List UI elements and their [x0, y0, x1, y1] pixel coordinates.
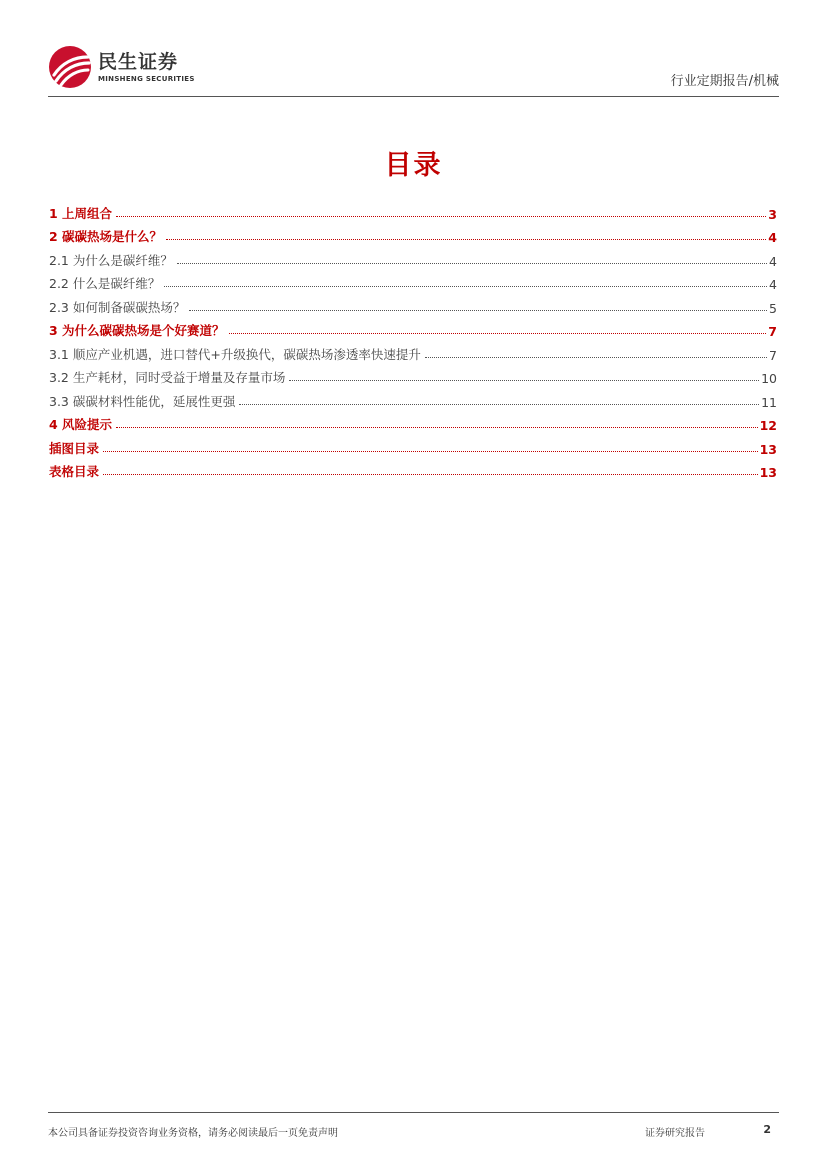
- logo-chinese-name: 民生证券: [98, 51, 179, 73]
- toc-leader-dots: [116, 215, 766, 217]
- toc-entry-page: 7: [768, 324, 777, 339]
- toc-entry-title: 2.1 为什么是碳纤维？: [49, 252, 173, 268]
- toc-entry-section[interactable]: [49, 433, 777, 457]
- toc-leader-dots: [103, 450, 758, 452]
- toc-entry-page: 13: [759, 441, 777, 457]
- toc-entry-title: 2.2 什么是碳纤维？: [49, 276, 161, 291]
- toc-entry-title: 3.2 生产耗材，同时受益于增量及存量市场: [49, 370, 286, 385]
- toc-leader-dots: [164, 285, 767, 287]
- toc-entry-title: 2 碳碳热场是什么？: [49, 229, 163, 244]
- company-logo: [48, 44, 195, 90]
- toc-leader-dots: [229, 332, 767, 334]
- logo-english-name: MINSHENG SECURITIES: [98, 75, 195, 83]
- footer-disclaimer: 本公司具备证券投资咨询业务资格，请务必阅读最后一页免责声明: [48, 1128, 338, 1139]
- toc-entry-page: 4: [769, 253, 777, 269]
- table-of-contents: [49, 198, 777, 480]
- toc-entry-page: 4: [768, 230, 777, 245]
- toc-leader-dots: [289, 379, 759, 381]
- toc-entry-page: 7: [769, 347, 777, 363]
- toc-entry-page: 5: [769, 300, 777, 316]
- toc-entry-title: 3.1 顺应产业机遇，进口替代+升级换代，碳碳热场渗透率快速提升: [49, 346, 421, 362]
- toc-entry-page: 13: [759, 465, 777, 480]
- toc-entry-title: 2.3 如何制备碳碳热场？: [49, 299, 186, 315]
- toc-entry-page: 3: [768, 206, 777, 222]
- toc-entry-page: 4: [769, 277, 777, 292]
- toc-entry-section[interactable]: [49, 222, 777, 246]
- page-number: 2: [763, 1123, 771, 1136]
- toc-entry-subsection[interactable]: [49, 292, 777, 316]
- toc-leader-dots: [425, 356, 767, 358]
- toc-entry-title: 插图目录: [49, 440, 100, 456]
- toc-leader-dots: [103, 473, 758, 475]
- toc-leader-dots: [239, 403, 759, 405]
- toc-entry-page: 12: [759, 418, 777, 433]
- toc-entry-subsection[interactable]: [49, 245, 777, 269]
- toc-entry-section[interactable]: [49, 316, 777, 340]
- toc-entry-title: 3 为什么碳碳热场是个好赛道？: [49, 323, 225, 338]
- footer-doc-type: 证券研究报告: [645, 1128, 705, 1139]
- toc-entry-title: 3.3 碳碳材料性能优，延展性更强: [49, 393, 236, 409]
- toc-leader-dots: [116, 426, 758, 428]
- footer-divider: [48, 1112, 779, 1113]
- toc-entry-subsection[interactable]: [49, 269, 777, 293]
- toc-entry-subsection[interactable]: [49, 339, 777, 363]
- toc-leader-dots: [189, 309, 767, 311]
- toc-entry-title: 4 风险提示: [49, 417, 113, 432]
- minsheng-logo-icon: [48, 45, 92, 89]
- toc-entry-subsection[interactable]: [49, 386, 777, 410]
- toc-entry-page: 11: [761, 394, 777, 410]
- toc-title: 目录: [384, 150, 443, 181]
- toc-entry-subsection[interactable]: [49, 363, 777, 387]
- toc-entry-page: 10: [761, 371, 777, 386]
- toc-entry-title: 1 上周组合: [49, 205, 113, 221]
- toc-entry-section[interactable]: [49, 410, 777, 434]
- toc-leader-dots: [166, 238, 766, 240]
- toc-entry-section[interactable]: [49, 457, 777, 481]
- page-header: [48, 44, 779, 96]
- toc-entry-section[interactable]: [49, 198, 777, 222]
- report-category: 行业定期报告/机械: [670, 74, 779, 89]
- toc-leader-dots: [177, 262, 767, 264]
- toc-entry-title: 表格目录: [49, 464, 100, 479]
- header-divider: [48, 96, 779, 97]
